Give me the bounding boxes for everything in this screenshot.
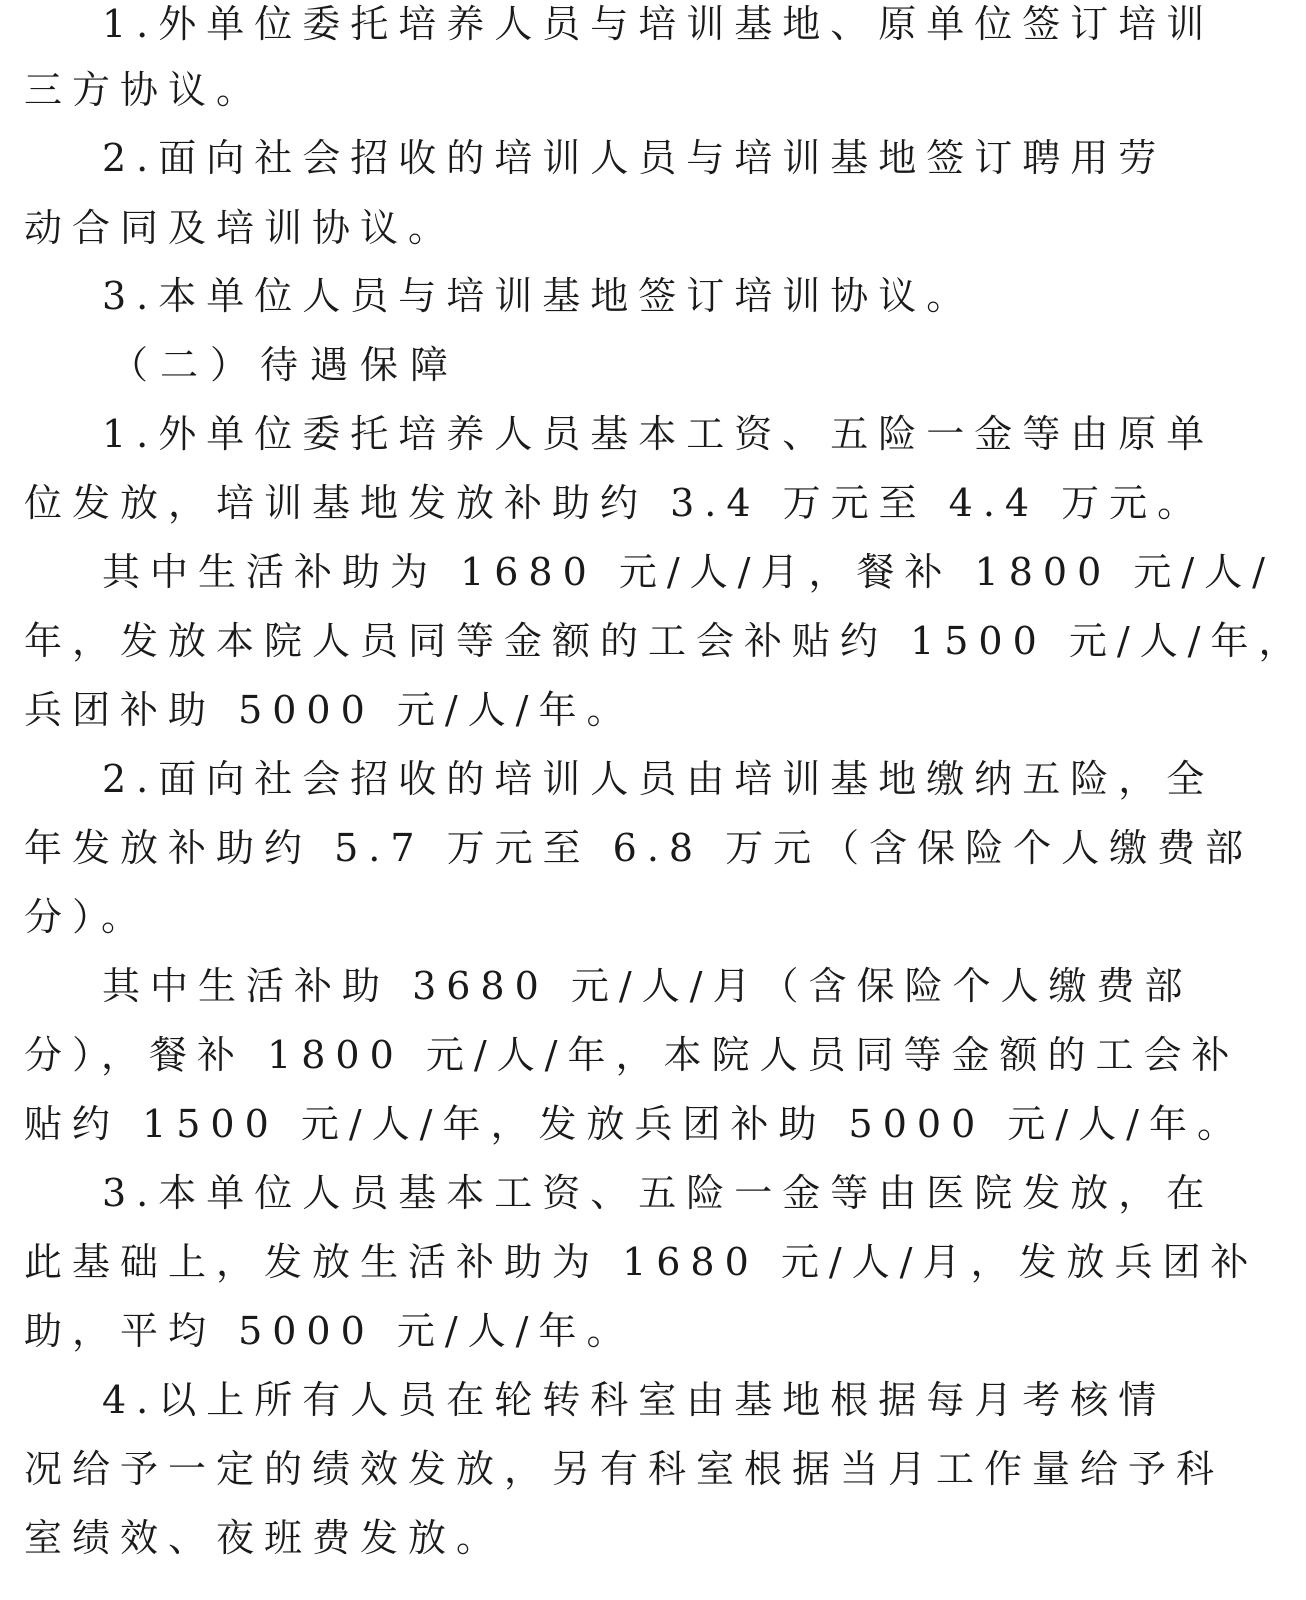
paragraph-line: 其中生活补助为 1680 元/人/月，餐补 1800 元/人/ xyxy=(102,550,1275,594)
paragraph-line: 2.面向社会招收的培训人员由培训基地缴纳五险，全 xyxy=(102,757,1215,801)
paragraph-line: 况给予一定的绩效发放，另有科室根据当月工作量给予科 xyxy=(24,1447,1225,1491)
paragraph-line: 动合同及培训协议。 xyxy=(24,206,457,250)
paragraph-line: 年发放补助约 5.7 万元至 6.8 万元（含保险个人缴费部 xyxy=(24,826,1254,870)
paragraph-line: 助，平均 5000 元/人/年。 xyxy=(24,1309,635,1353)
section-heading: （二）待遇保障 xyxy=(110,343,461,387)
paragraph-line: 分），餐补 1800 元/人/年，本院人员同等金额的工会补 xyxy=(24,1033,1240,1077)
paragraph-line: 1.外单位委托培养人员与培训基地、原单位签订培训 xyxy=(102,2,1215,46)
paragraph-line: 此基础上，发放生活补助为 1680 元/人/月，发放兵团补 xyxy=(24,1240,1259,1284)
paragraph-line: 4.以上所有人员在轮转科室由基地根据每月考核情 xyxy=(102,1378,1167,1422)
paragraph-line: 室绩效、夜班费发放。 xyxy=(24,1516,505,1560)
paragraph-line: 年，发放本院人员同等金额的工会补贴约 1500 元/人/年， xyxy=(24,619,1306,663)
paragraph-line: 3.本单位人员基本工资、五险一金等由医院发放，在 xyxy=(102,1171,1215,1215)
paragraph-line: 兵团补助 5000 元/人/年。 xyxy=(24,688,635,732)
paragraph-line: 2.面向社会招收的培训人员与培训基地签订聘用劳 xyxy=(102,136,1167,180)
paragraph-line: 贴约 1500 元/人/年，发放兵团补助 5000 元/人/年。 xyxy=(24,1102,1245,1146)
paragraph-line: 位发放，培训基地发放补助约 3.4 万元至 4.4 万元。 xyxy=(24,481,1206,525)
paragraph-line: 其中生活补助 3680 元/人/月（含保险个人缴费部 xyxy=(102,964,1193,1008)
paragraph-line: 分）。 xyxy=(24,895,150,939)
paragraph-line: 三方协议。 xyxy=(24,68,265,112)
paragraph-line: 1.外单位委托培养人员基本工资、五险一金等由原单 xyxy=(102,412,1215,456)
paragraph-line: 3.本单位人员与培训基地签订培训协议。 xyxy=(102,274,975,318)
